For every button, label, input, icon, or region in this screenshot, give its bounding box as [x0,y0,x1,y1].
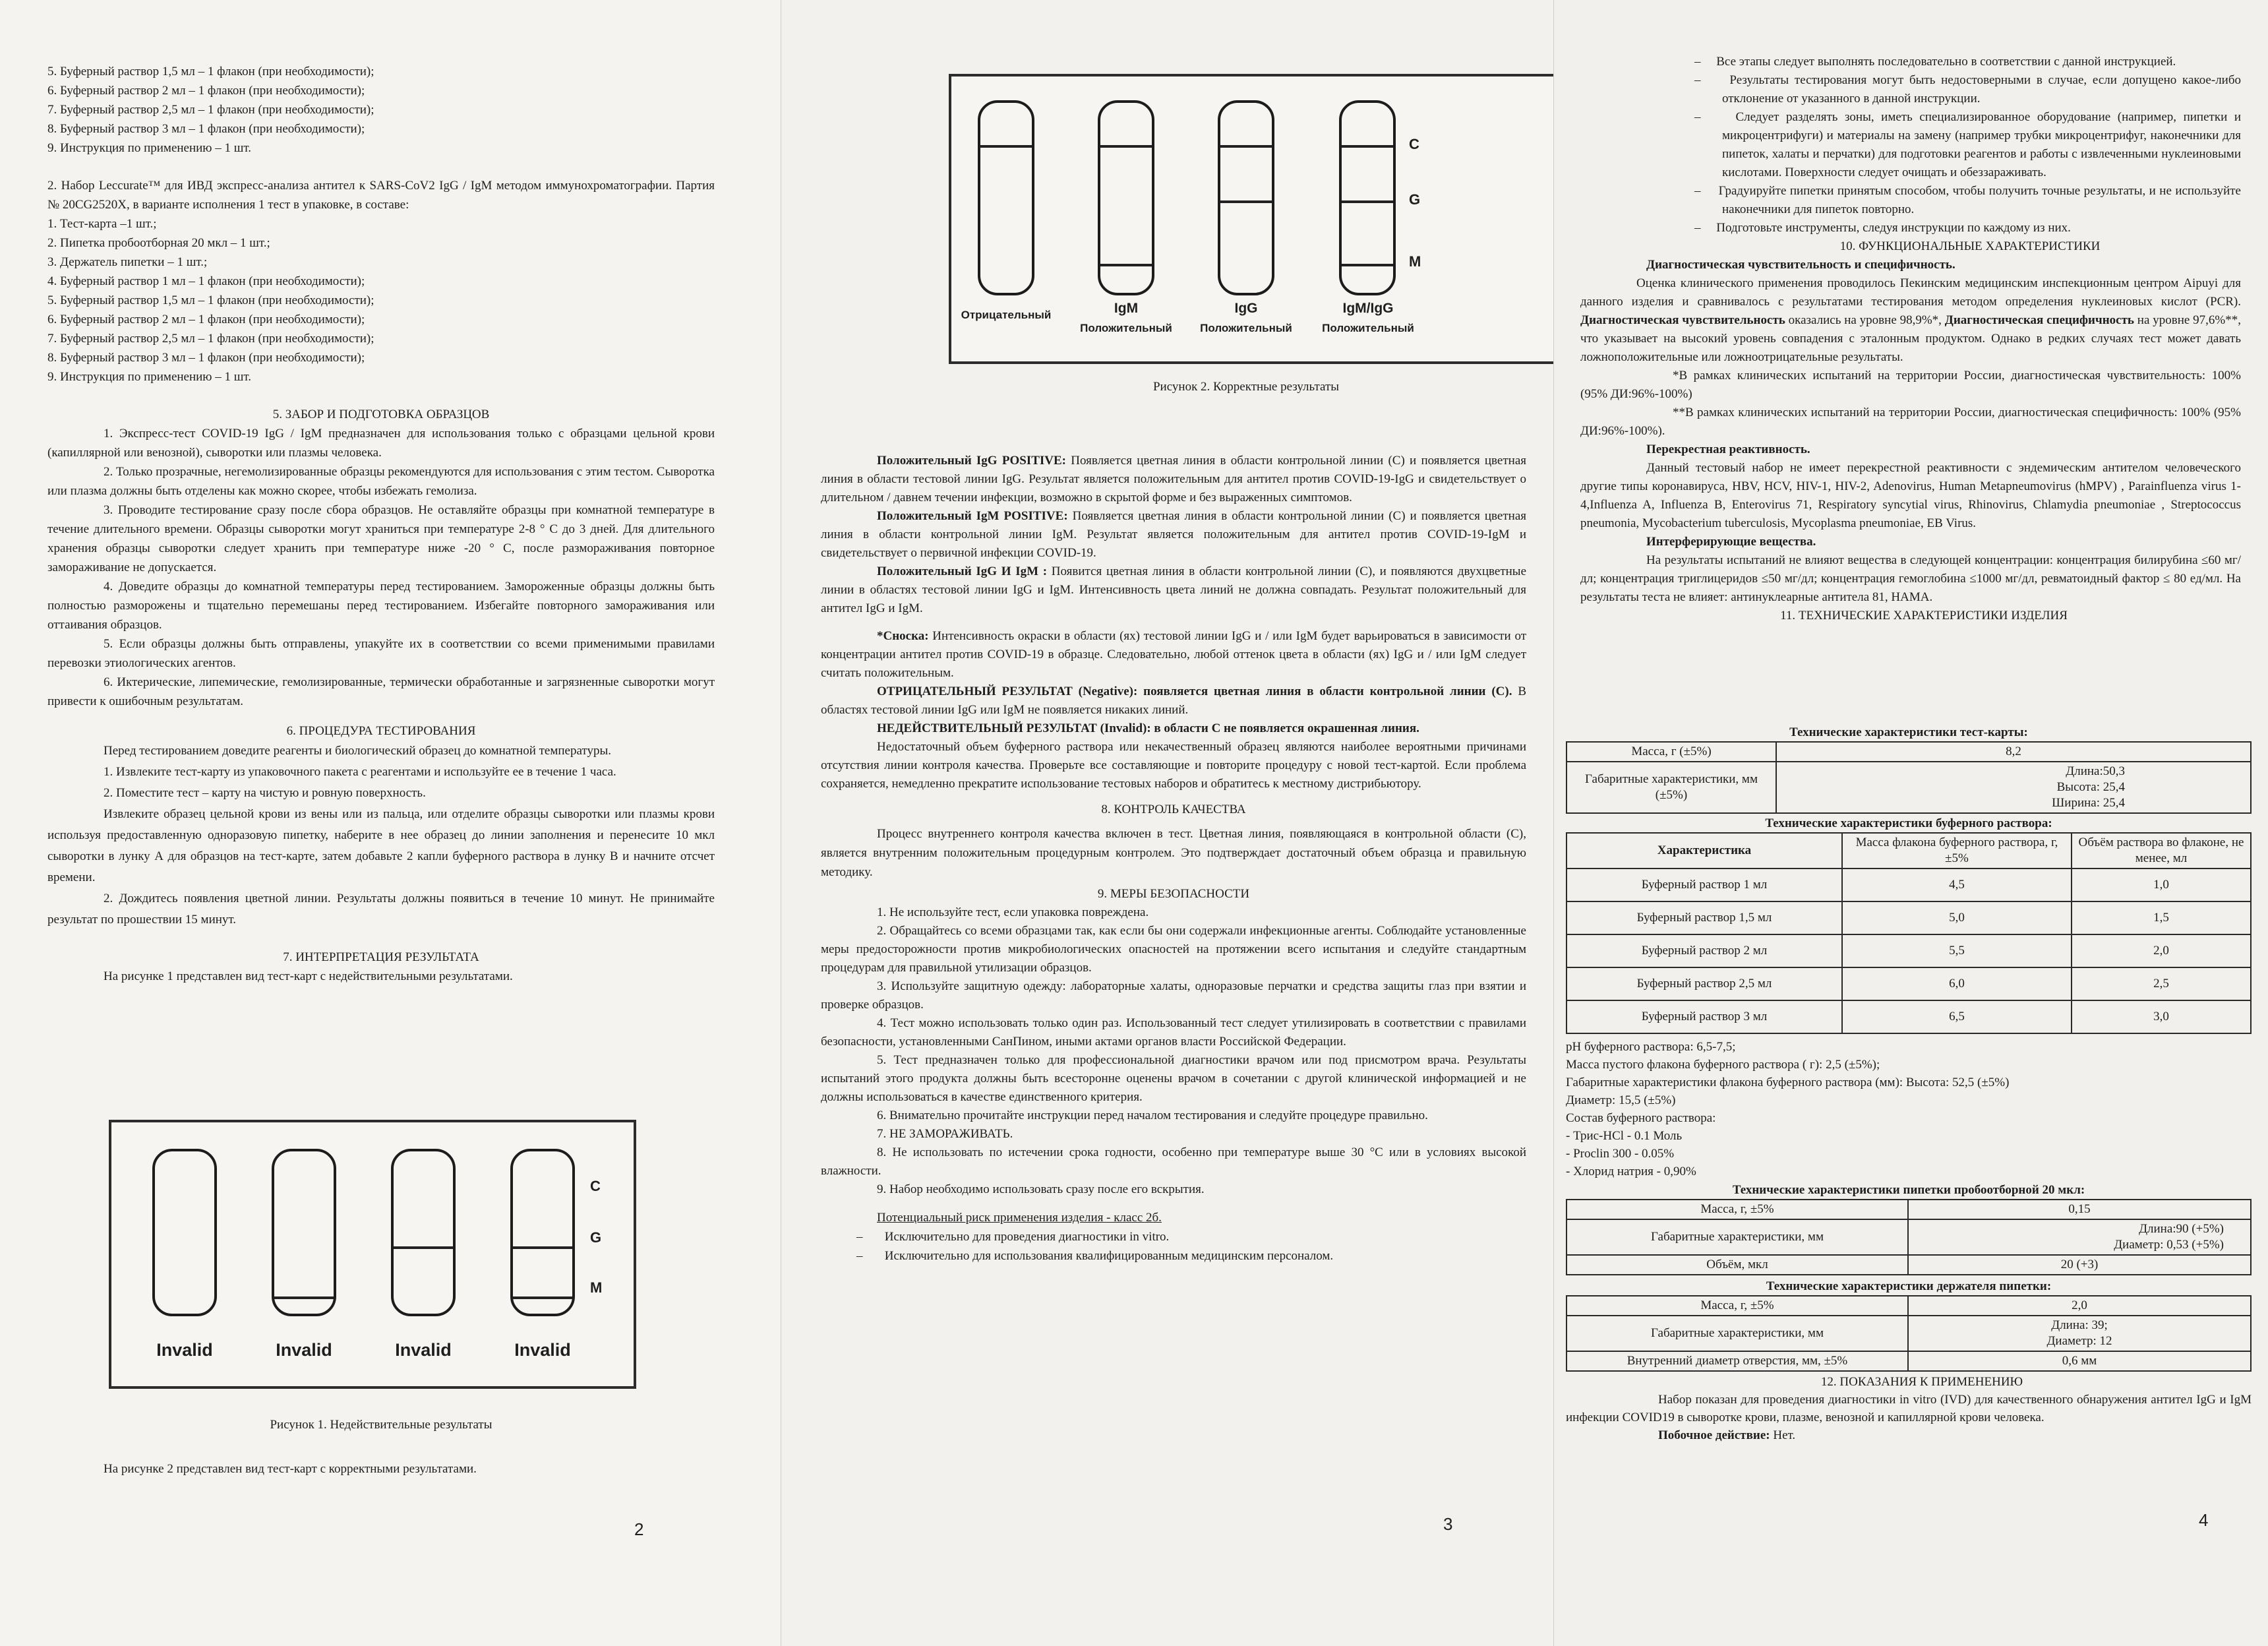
paragraph [821,563,1526,618]
list-item: – Все этапы следует выполнять последовательно в соответствии с данной инструкцией. [1694,55,2176,69]
paragraph: 7. НЕ ЗАМОРАЖИВАТЬ. [877,1127,1013,1141]
igm-positive-label: Положительный IgM POSITIVE: [877,509,1068,523]
strip-label: Invalid [395,1340,452,1360]
dim-value: Длина:90 (+5%) [2139,1222,2224,1236]
text-run: Оценка клинического применения проводилось Пекинским медицинским инспекционным центром Aipuyi для данного изделия и сравнивалось с результатами тестирования методом определения нуклеиновых кислот (PCR). [1580,276,2241,309]
test-strip [272,1149,336,1316]
paragraph: 8. Не использовать по истечении срока годности, особенно при температуре выше 30 °C или в условиях высокой влажности. [821,1145,1526,1178]
kit-2-intro: 2. Набор Leccurate™ для ИВД экспресс-анализа антител к SARS-CoV2 IgG / IgM методом иммунохроматографии. Партия № 20CG2520X, в варианте исполнения 1 тест в упаковке, в составе: [47,179,715,212]
paragraph: 2. Обращайтесь со всеми образцами так, как если бы они содержали инфекционные агенты. Соблюдайте установленные меры предосторожности против микробиологических опасностей на протяжении всего испытания и следуйте стандартным процедурам для правильной утилизации образцов. [821,924,1526,975]
figure-1-intro: На рисунке 1 представлен вид тест-карт с недействительными результатами. [104,969,513,983]
table-row [1567,934,2251,967]
paragraph: 9. Набор необходимо использовать сразу после его вскрытия. [877,1182,1205,1196]
table-row [1567,967,2251,1000]
holder-table-title: Технические характеристики держателя пипетки: [1766,1279,2052,1293]
note-text: Результаты тестирования могут быть недостоверными в случае, если допущено какое-либо отклонение от указанного в данной инструкции. [1722,73,2242,106]
m-line [513,1296,572,1299]
table-cell: 4,5 [1842,869,2072,901]
figure-2-intro: На рисунке 2 представлен вид тест-карт с корректными результатами. [104,1462,477,1476]
paragraph: 2. Дождитесь появления цветной линии. Результаты должны появиться в течение 10 минут. Не принимайте результат по прошествии 15 минут. [47,892,715,927]
dim-value: Длина: 39; [2051,1318,2108,1332]
results-description [821,452,1526,793]
kit-2-list [47,214,715,386]
page-3 [781,0,1554,1646]
g-mark: G [590,1229,602,1246]
paragraph [821,452,1526,507]
test-card-table [1566,741,2252,814]
section-11-heading: 11. ТЕХНИЧЕСКИЕ ХАРАКТЕРИСТИКИ ИЗДЕЛИЯ [1780,609,2068,623]
test-strip [391,1149,456,1316]
paragraph: 5. Тест предназначен только для профессиональной диагностики врачом или под присмотром врача. Результаты испытаний этого продукта должны быть всесторонне оценены врачом в сочетании с другой клинической информацией и не должны использоваться в качестве единственного критерия. [821,1053,1526,1104]
list-item: – Градуируйте пипетки принятым способом, чтобы получить точные результаты, и не используйте наконечники для пипеток повторно. [1694,184,2241,216]
dim-value: Высота: 25,4 [2056,780,2125,794]
list-item: 9. Инструкция по применению – 1 шт. [47,141,252,155]
paragraph [821,627,1526,683]
table-cell: 6,5 [1842,1000,2072,1033]
table-cell: Буферный раствор 2 мл [1567,934,1842,967]
note-line: - Proclin 300 - 0.05% [1566,1147,1675,1161]
table-row [1567,901,2251,934]
table-cell: Буферный раствор 1,5 мл [1567,901,1842,934]
m-mark: M [590,1279,603,1296]
table-cell [1908,1316,2251,1351]
table-cell: 6,0 [1842,967,2072,1000]
tech-spec-tables [1566,724,2252,1444]
table-cell: 5,0 [1842,901,2072,934]
pipette-table [1566,1199,2252,1275]
page-4-column [1554,53,2241,625]
note-text: Градуируйте пипетки принятым способом, чтобы получить точные результаты, и не используйте наконечники для пипеток повторно. [1718,184,2241,216]
section-12-text: Набор показан для проведения диагностики in vitro (IVD) для качественного обнаружения антител IgG и IgM инфекции COVID19 в сыворотке крови, плазме, венозной и капиллярной крови человека. [1566,1393,2252,1424]
section-12-heading: 12. ПОКАЗАНИЯ К ПРИМЕНЕНИЮ [1820,1375,2023,1389]
column-header: Характеристика [1567,833,1842,869]
text-run-bold: Диагностическая чувствительность [1580,313,1785,327]
test-strip [978,100,1034,295]
side-effect-value: Нет. [1770,1428,1796,1442]
table-cell: 0,6 мм [1908,1351,2251,1371]
table-cell: Буферный раствор 3 мл [1567,1000,1842,1033]
note-line: - Хлорид натрия - 0,90% [1566,1165,1696,1178]
paragraph: Извлеките образец цельной крови из вены или из пальца, или отделите образцы сыворотки или плазмы крови используя предоставленную одноразовую пипетку, наберите в нее образец до линии заполнения и перенесите 10 мкл сыворотки в лунку А для образцов на тест-карте, затем добавьте 2 капли буферного раствора в лунку В и начните отсчет времени. [47,807,715,884]
page-number: 4 [2199,1510,2209,1530]
buffer-table-title: Технические характеристики буферного раствора: [1765,816,2052,830]
list-item: 4. Буферный раствор 1 мл – 1 флакон (при необходимости); [47,274,365,288]
note-line: Масса пустого флакона буферного раствора ( г): 2,5 (±5%); [1566,1058,1880,1072]
section-9-body [821,903,1526,1199]
strip-label: Invalid [514,1340,571,1360]
paragraph: 6. Иктерические, липемические, гемолизированные, термически обработанные и загрязненные сыворотки могут привести к ошибочным результатам. [47,675,715,708]
m-mark: M [1409,253,1421,270]
page-4 [1554,0,2268,1646]
section-6-heading: 6. ПРОЦЕДУРА ТЕСТИРОВАНИЯ [286,724,476,738]
buffer-notes [1566,1038,2252,1180]
table-cell: 1,0 [2072,869,2251,901]
figure-2-correct-results [949,74,1568,364]
invalid-text: Недостаточный объем буферного раствора или некачественный образец являются наиболее вероятными причинами отсутствия линии контроля качества. Проверьте все составляющие и повторите процедуру с новой тест-картой. Если проблема сохраняется, немедленно прекратите использование тестовых наборов и обратитесь к местному дистрибьютору. [821,740,1526,791]
risk-item: Исключительно для использования квалифицированным медицинским персоналом. [884,1249,1334,1263]
figure-1-invalid-results [109,1120,636,1389]
m-line [274,1296,334,1299]
strip-label: Положительный [1080,322,1172,334]
note-line: Состав буферного раствора: [1566,1111,1716,1125]
table-row [1567,1219,2251,1255]
table-row [1567,1200,2251,1219]
paragraph: 5. Если образцы должны быть отправлены, упакуйте их в соответствии со всеми применимыми правилами перевозки этиологических агентов. [47,637,715,670]
negative-label: ОТРИЦАТЕЛЬНЫЙ РЕЗУЛЬТАТ (Negative): появляется цветная линия в области контрольной линии (С). [877,685,1512,698]
note-text: Подготовьте инструменты, следуя инструкции по каждому из них. [1716,221,2071,235]
g-line [394,1246,453,1249]
igg-positive-label: Положительный IgG POSITIVE: [877,454,1066,468]
test-strip [510,1149,575,1316]
text-run: на уровне 97,6%**, что указывает на высокий уровень совпадения с эталонным продуктом. Однако в редких случаях тест может давать ложноположительные или ложноотрицательные результаты. [1580,313,2241,364]
list-item: 1. Тест-карта –1 шт.; [47,217,157,231]
note-text: Следует разделять зоны, иметь специализированное оборудование (например, пипетки и микроцентрифуги) и материалы на замену (например трубки микроцентрифуг, наконечники для пипеток, халаты и перчатки) для подготовки реагентов и работы с извлеченными нуклеиновыми кислотами. Поверхности следует очищать и обеззараживать. [1722,110,2241,179]
g-line [1220,200,1272,203]
table-cell: Буферный раствор 2,5 мл [1567,967,1842,1000]
table-cell: 5,5 [1842,934,2072,967]
table-cell: 0,15 [1908,1200,2251,1219]
c-line [1100,145,1152,148]
table-cell: Внутренний диаметр отверстия, мм, ±5% [1567,1351,1908,1371]
igg-positive-text: Появляется цветная линия в области контрольной линии (С) и появляется цветная линия в области тестовой линии IgG. Результат является положительным для антител против COVID-19-IgG и свидетельствует о длительном / давнем течении инфекции, возможно в скрытой форме и без выраженных симптомов. [821,454,1526,504]
cross-reactivity-title: Перекрестная реактивность. [1646,442,1810,456]
invalid-label: НЕДЕЙСТВИТЕЛЬНЫЙ РЕЗУЛЬТАТ (Invalid): в области С не появляется окрашенная линия. [877,721,1419,735]
list-item: 6. Буферный раствор 2 мл – 1 флакон (при необходимости); [47,313,365,326]
table-row [1567,762,2251,813]
table-cell: Габаритные характеристики, мм [1567,1316,1908,1351]
page-number: 3 [1443,1514,1453,1534]
table-row [1567,1316,2251,1351]
table-cell: 2,0 [1908,1296,2251,1316]
paragraph: 6. Внимательно прочитайте инструкции перед началом тестирования и следуйте процедуре правильно. [877,1109,1428,1122]
strip-label: Invalid [276,1340,332,1360]
dim-value: Длина:50,3 [2066,764,2125,778]
table-header-row [1567,833,2251,869]
table-cell: 8,2 [1776,742,2251,762]
buffer-table [1566,832,2252,1034]
g-mark: G [1409,191,1421,208]
list-item: 7. Буферный раствор 2,5 мл – 1 флакон (при необходимости); [47,332,374,346]
list-item: – Исключительно для использования квалифицированным медицинским персоналом. [856,1249,1334,1263]
paragraph [821,507,1526,563]
list-item: 6. Буферный раствор 2 мл – 1 флакон (при необходимости); [47,84,365,98]
note-line: Габаритные характеристики флакона буферного раствора (мм): Высота: 52,5 (±5%) [1566,1076,2010,1089]
list-item: 5. Буферный раствор 1,5 мл – 1 флакон (при необходимости); [47,65,374,78]
sensitivity-note: *В рамках клинических испытаний на территории России, диагностическая чувствительность: 100% (95% ДИ:96%-100%) [1580,369,2241,401]
list-item: 8. Буферный раствор 3 мл – 1 флакон (при необходимости); [47,351,365,365]
note-line: Диаметр: 15,5 (±5%) [1566,1093,1676,1107]
dim-value: Диаметр: 0,53 (+5%) [2114,1238,2224,1252]
procedure-notes-list [1554,53,2241,237]
sensitivity-text [1580,274,2241,367]
paragraph: 1. Не используйте тест, если упаковка повреждена. [877,905,1149,919]
paragraph: 4. Тест можно использовать только один раз. Использованный тест следует утилизировать в соответствии с правилами безопасности, установленными СанПином, иными актами органов власти Российской Федерации. [821,1016,1526,1049]
strip-label-top: IgM [1114,301,1139,316]
table-cell: Габаритные характеристики, мм [1567,1219,1908,1255]
list-item: 2. Пипетка пробоотборная 20 мкл – 1 шт.; [47,236,270,250]
list-item: – Исключительно для проведения диагностики in vitro. [856,1230,1170,1244]
test-strip [1339,100,1396,295]
specificity-note: **В рамках клинических испытаний на территории России, диагностическая специфичность: 100% (95% ДИ:96%-100%). [1580,406,2241,438]
c-line [1342,145,1393,148]
figure-1-caption-block [47,1415,715,1478]
paragraph: 3. Проводите тестирование сразу после сбора образцов. Не оставляйте образцы при комнатной температуре в течение длительного времени. Образцы сыворотки могут храниться при температуре 2-8 ° С до 3 дней. Для длительного хранения образцы сыворотки следует хранить при температуре ниже -20 ° С, после размораживания повторное замораживание не допускается. [47,503,715,574]
c-mark: C [1409,136,1419,152]
m-line [1100,264,1152,266]
holder-table [1566,1295,2252,1372]
figure-1-caption: Рисунок 1. Недействительные результаты [270,1418,492,1432]
table-row [1567,1255,2251,1275]
risk-class-title: Потенциальный риск применения изделия - класс 2б. [877,1211,1162,1225]
strip-label-top: IgG [1234,301,1258,316]
strip-label-top: IgM/IgG [1342,301,1394,316]
table-row [1567,1000,2251,1033]
test-card-table-title: Технические характеристики тест-карты: [1789,725,2028,739]
c-mark: C [590,1178,601,1194]
test-strip [1218,100,1274,295]
page-2-column [47,62,715,986]
table-row [1567,742,2251,762]
test-strip [152,1149,217,1316]
table-cell: 2,0 [2072,934,2251,967]
g-line [513,1246,572,1249]
table-cell: Масса, г (±5%) [1567,742,1776,762]
column-header: Объём раствора во флаконе, не менее, мл [2072,833,2251,869]
list-item: – Подготовьте инструменты, следуя инструкции по каждому из них. [1694,221,2071,235]
section-6-body [47,741,715,930]
table-cell [1908,1219,2251,1255]
footnote-text: Интенсивность окраски в области (ях) тестовой линии IgG и / или IgM будет варьироваться в зависимости от концентрации антител против COVID-19 в образце. Следовательно, любой оттенок цвета в области (ях) IgG и / или IgM следует считать положительным. [821,629,1526,680]
strip-label: Положительный [1200,322,1292,334]
list-item: 7. Буферный раствор 2,5 мл – 1 флакон (при необходимости); [47,103,374,117]
note-text: Все этапы следует выполнять последовательно в соответствии с данной инструкцией. [1716,55,2176,69]
table-cell: Масса, г, ±5% [1567,1296,1908,1316]
table-row [1567,1296,2251,1316]
cross-reactivity-text: Данный тестовый набор не имеет перекрестной реактивности с эндемическим антителом человеческого другие типы коронавируса, HBV, HCV, HIV-1, HIV-2, Adenovirus, Human Metapneumovirus (hMPV) , Parainfluenza virus 1-4,Influenza A, Influenza B, Enterovirus 71, Respiratory syncytial virus, Rhinovirus, Chlamydia pneumoniae , Streptococcus pneumonia, Mycobacterium tuberculosis, Mycoplasma pneumoniae, EB Virus. [1580,461,2241,530]
dim-value: Диаметр: 12 [2046,1334,2112,1348]
table-cell: 1,5 [2072,901,2251,934]
column-header: Масса флакона буферного раствора, г, ±5% [1842,833,2072,869]
text-run-bold: Диагностическая специфичность [1944,313,2134,327]
page-number: 2 [634,1519,644,1539]
table-cell: Объём, мкл [1567,1255,1908,1275]
table-cell: Габаритные характеристики, мм (±5%) [1567,762,1776,813]
paragraph [821,683,1526,719]
table-cell: 2,5 [2072,967,2251,1000]
list-item: 3. Держатель пипетки – 1 шт.; [47,255,208,269]
paragraph: 2. Поместите тест – карту на чистую и ровную поверхность. [104,786,426,800]
figure-2-caption: Рисунок 2. Корректные результаты [1152,380,1340,394]
list-item: 8. Буферный раствор 3 мл – 1 флакон (при необходимости); [47,122,365,136]
both-positive-label: Положительный IgG И IgM : [877,564,1048,578]
section-10 [1554,237,2241,625]
table-cell: 3,0 [2072,1000,2251,1033]
strip-label: Invalid [156,1340,213,1360]
section-10-heading: 10. ФУНКЦИОНАЛЬНЫЕ ХАРАКТЕРИСТИКИ [1839,239,2101,253]
igm-positive-text: Появляется цветная линия в области контрольной линии (С) и появляется цветная линия в области контрольной линии IgM. Результат является положительным для антител против COVID-19-IgM и свидетельствует о первичной инфекции COVID-19. [821,509,1526,560]
section-7-heading: 7. ИНТЕРПРЕТАЦИЯ РЕЗУЛЬТАТА [283,950,479,964]
paragraph: 1. Извлеките тест-карту из упаковочного пакета с реагентами и используйте ее в течение 1 часа. [104,765,616,779]
g-line [1342,200,1393,203]
side-effect [1566,1426,2252,1444]
both-positive-text: Появится цветная линия в области контрольной линии (С), и появляются двухцветные линии в областях тестовой линии IgG и IgM. Интенсивность цвета линий не должна совпадать. Результат положительный для антител IgG и IgM. [821,564,1527,615]
page-2 [0,0,781,1646]
c-line [1220,145,1272,148]
text-run: оказались на уровне 98,9%*, [1785,313,1945,327]
list-item: 5. Буферный раствор 1,5 мл – 1 флакон (при необходимости); [47,293,374,307]
section-5-heading: 5. ЗАБОР И ПОДГОТОВКА ОБРАЗЦОВ [272,408,490,421]
table-cell: 20 (+3) [1908,1255,2251,1275]
sensitivity-title: Диагностическая чувствительность и специфичность. [1646,258,1955,272]
side-effect-label: Побочное действие: [1658,1428,1770,1442]
c-line [980,145,1032,148]
list-item: – Следует разделять зоны, иметь специализированное оборудование (например, пипетки и микроцентрифуги) и материалы на замену (например трубки микроцентрифуг, наконечники для пипеток, халаты и перчатки) для подготовки реагентов и работы с извлеченными нуклеиновыми кислотами. Поверхности следует очищать и обеззараживать. [1694,110,2241,179]
buffer-list-top [47,62,715,158]
list-item: 9. Инструкция по применению – 1 шт. [47,370,252,384]
test-strip [1098,100,1154,295]
paragraph: Перед тестированием доведите реагенты и биологический образец до комнатной температуры. [104,744,611,758]
pipette-table-title: Технические характеристики пипетки пробоотборной 20 мкл: [1732,1183,2085,1197]
interference-title: Интерферирующие вещества. [1646,535,1816,549]
paragraph: 2. Только прозрачные, негемолизированные образцы рекомендуются для использования с этим тестом. Сыворотка или плазма должны быть отделены как можно скорее, чтобы избежать гемолиза. [47,465,715,498]
section-8-heading: 8. КОНТРОЛЬ КАЧЕСТВА [1101,803,1246,816]
dim-value: Ширина: 25,4 [2052,796,2125,810]
table-cell [1776,762,2251,813]
m-line [1342,264,1393,266]
section-12 [1566,1373,2252,1444]
paragraph: 1. Экспресс-тест COVID-19 IgG / IgM предназначен для использования только с образцами цельной крови (капиллярной или венозной), сыворотки или плазмы человека. [47,427,715,460]
table-cell: Буферный раствор 1 мл [1567,869,1842,901]
interference-text: На результаты испытаний не влияют вещества в следующей концентрации: концентрация билирубина ≤60 мг/дл; концентрация триглицеридов ≤50 мг/дл; концентрация гемоглобина ≤1000 мг/дл, ревматоидный фактор ≤ 80 ед/мл. На результаты теста не влияет: антинуклеарные антитела 81, HAMA. [1580,553,2241,604]
section-8-text: Процесс внутреннего контроля качества включен в тест. Цветная линия, появляющаяся в контрольной области (С), является внутренним положительным процедурным контролем. Это подтверждает достаточный объем образца и правильную методику. [821,827,1526,879]
negative-text: В областях тестовой линии IgG или IgM не появляется никаких линий. [821,685,1526,717]
paragraph: 3. Используйте защитную одежду: лабораторные халаты, одноразовые перчатки и средства защиты глаз при взятии и проверке образцов. [821,979,1526,1012]
strip-label: Отрицательный [961,309,1052,321]
table-row [1567,869,2251,901]
footnote-label: *Сноска: [877,629,929,643]
paragraph: 4. Доведите образцы до комнатной температуры перед тестированием. Замороженные образцы должны быть полностью разморожены и тщательно перемешаны перед тестированием. Избегайте повторного замораживания или оттаивания образцов. [47,580,715,632]
table-row [1567,1351,2251,1371]
list-item: – Результаты тестирования могут быть недостоверными в случае, если допущено какое-либо отклонение от указанного в данной инструкции. [1694,73,2242,106]
strip-label: Положительный [1322,322,1414,334]
note-line: - Трис-HCl - 0.1 Моль [1566,1129,1683,1143]
section-9-heading: 9. МЕРЫ БЕЗОПАСНОСТИ [1097,887,1250,901]
note-line: pH буферного раствора: 6,5-7,5; [1566,1040,1736,1054]
table-cell: Масса, г, ±5% [1567,1200,1908,1219]
risk-item: Исключительно для проведения диагностики in vitro. [884,1230,1170,1244]
page-3-column [821,377,1526,1265]
